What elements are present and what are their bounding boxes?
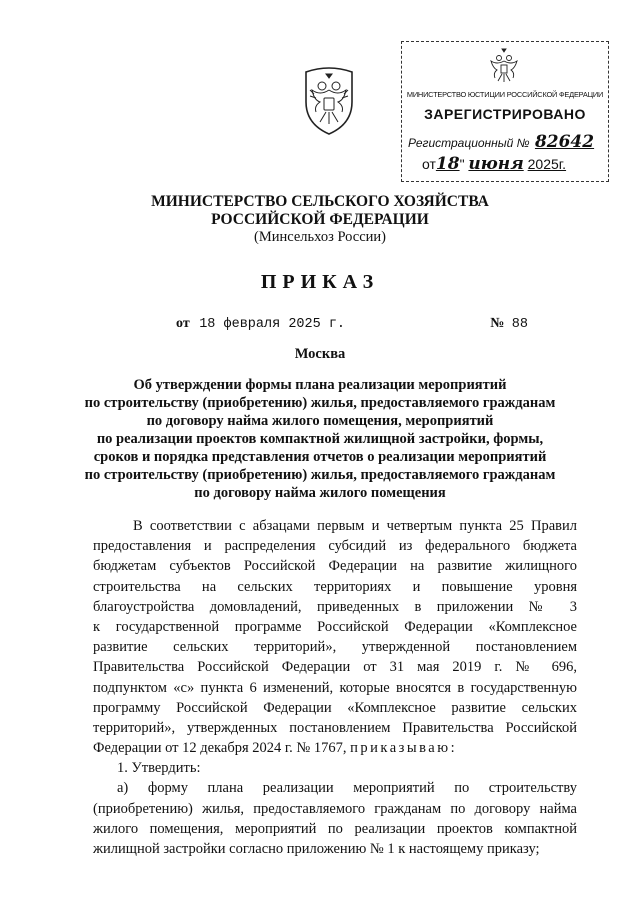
- stamp-emblem-icon: [487, 48, 521, 84]
- body-line: [93, 738, 577, 758]
- stamp-registration-line: [408, 132, 594, 152]
- stamp-date-month: июня: [468, 154, 524, 174]
- coat-of-arms-emblem: [298, 66, 360, 136]
- body-line: подпунктом «с» пункта 6 изменений, которые вносятся в государственную: [93, 679, 577, 696]
- body-line: программу Российской Федерации «Комплексное развитие сельских: [93, 699, 577, 716]
- registration-stamp: [401, 41, 609, 182]
- ministry-name-line1: МИНИСТЕРСТВО СЕЛЬСКОГО ХОЗЯЙСТВА: [151, 193, 489, 210]
- number-prefix: №: [490, 316, 505, 331]
- stamp-date-line: от18" июня 2025г.: [422, 154, 567, 174]
- body-line: бюджетам субъектов Российской Федерации на развитие жилищного: [93, 558, 577, 575]
- stamp-date-prefix: от: [422, 156, 436, 172]
- title-line: Об утверждении формы плана реализации мероприятий: [133, 377, 507, 393]
- title-line: сроков и порядка представления отчетов о реализации мероприятий: [93, 449, 547, 465]
- title-line: по реализации проектов компактной жилищной застройки, формы,: [96, 431, 544, 447]
- body-line: строительства на сельских территориях и повышение уровня: [93, 578, 577, 595]
- stamp-reg-number: 82642: [534, 132, 595, 152]
- body-line: В соответствии с абзацами первым и четвертым пункта 25 Правил: [133, 518, 577, 534]
- ministry-short-name: (Минсельхоз России): [254, 229, 386, 245]
- ministry-name-line2: РОССИЙСКОЙ ФЕДЕРАЦИИ: [211, 211, 429, 228]
- stamp-registered-label: ЗАРЕГИСТРИРОВАНО: [424, 106, 586, 122]
- title-line: по договору найма жилого помещения: [194, 485, 446, 501]
- stamp-date-year: 2025г.: [527, 156, 567, 172]
- body-line: (приобретению) жилья, предоставляемого гражданам по договору найма: [93, 800, 577, 817]
- title-line: по строительству (приобретению) жилья, предоставляемого гражданам: [84, 467, 556, 483]
- order-number: 88: [511, 317, 528, 332]
- title-line: по строительству (приобретению) жилья, предоставляемого гражданам: [84, 395, 556, 411]
- body-line-prefix: Федерации от 12 декабря 2024 г. № 1767,: [93, 740, 347, 757]
- date-prefix: от: [176, 316, 190, 331]
- order-number-block: [490, 316, 528, 332]
- body-line: территорий», утвержденных постановлением Правительства Российской: [93, 719, 577, 736]
- stamp-reg-label: Регистрационный №: [408, 136, 530, 150]
- city: Москва: [294, 346, 346, 362]
- body-line: предоставления и распределения субсидий из федерального бюджета: [93, 538, 577, 555]
- document-type: ПРИКАЗ: [260, 271, 380, 293]
- body-line: Правительства Российской Федерации от 31 мая 2019 г. № 696,: [93, 659, 577, 676]
- order-date: 18 февраля 2025 г.: [199, 317, 346, 332]
- body-line: 1. Утвердить:: [117, 760, 201, 777]
- document-body: [93, 516, 577, 859]
- body-line: к государственной программе Российской Федерации «Комплексное: [93, 618, 577, 635]
- body-line: жилищной застройки согласно приложению № 1 к настоящему приказу;: [93, 841, 540, 857]
- body-line-spaced: приказываю:: [350, 740, 458, 757]
- date-number-row: [176, 316, 528, 332]
- document-title: [70, 376, 570, 502]
- stamp-date-day: 18: [435, 154, 460, 174]
- body-line: развитие сельских территорий», утвержденной постановлением: [93, 639, 577, 656]
- body-line: благоустройства домовладений, приведенных в приложении № 3: [93, 598, 577, 615]
- body-line: а) форму плана реализации мероприятий по строительству: [117, 780, 577, 797]
- title-line: по договору найма жилого помещения, мероприятий: [146, 413, 494, 429]
- body-line: жилого помещения, мероприятий по реализации проектов компактной: [93, 820, 577, 837]
- stamp-ministry-label: МИНИСТЕРСТВО ЮСТИЦИИ РОССИЙСКОЙ ФЕДЕРАЦИИ: [406, 90, 604, 99]
